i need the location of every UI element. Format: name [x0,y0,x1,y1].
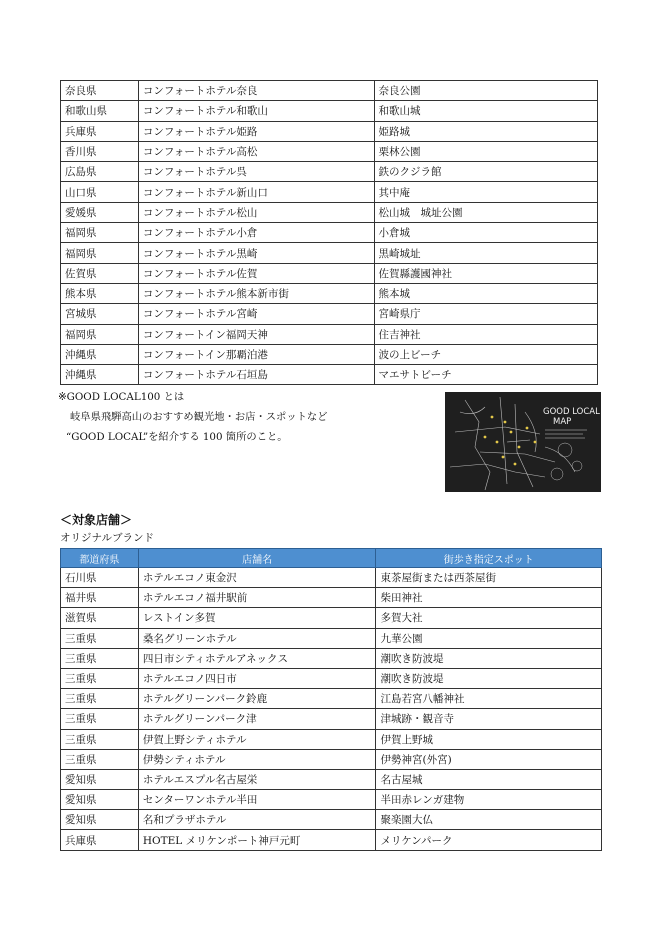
prefecture-cell: 熊本県 [61,283,139,303]
prefecture-cell: 愛知県 [61,790,139,810]
hotel-name-cell: センターワンホテル半田 [138,790,376,810]
prefecture-cell: 和歌山県 [61,101,139,121]
hotel-name-cell: HOTEL メリケンポート神戸元町 [138,830,376,850]
spot-cell: 宮崎県庁 [374,304,597,324]
table-row [61,365,598,385]
hotel-name-cell: 伊賀上野シティホテル [138,729,376,749]
prefecture-cell: 佐賀県 [61,263,139,283]
hotel-name-cell: コンフォートイン福岡天神 [138,324,374,344]
spot-cell: 栗林公園 [374,141,597,161]
table-row [61,121,598,141]
prefecture-cell: 三重県 [61,648,139,668]
hotel-name-cell: レストイン多賀 [138,608,376,628]
hotel-name-cell: ホテルエコノ福井駅前 [138,588,376,608]
spot-cell: 聚楽園大仏 [376,810,602,830]
hotel-spot-table-1 [60,80,598,385]
prefecture-cell: 三重県 [61,729,139,749]
spot-cell: 伊賀上野城 [376,729,602,749]
section-subheading: オリジナルブランド [60,532,154,544]
spot-cell: 其中庵 [374,182,597,202]
map-title-1: GOOD LOCAL [543,407,600,417]
hotel-name-cell: コンフォートイン那覇泊港 [138,344,374,364]
prefecture-cell: 宮城県 [61,304,139,324]
table-row [61,628,602,648]
header-spot: 街歩き指定スポット [376,549,602,568]
hotel-name-cell: ホテルグリーンパーク鈴鹿 [138,689,376,709]
table-row [61,648,602,668]
spot-cell: メリケンパーク [376,830,602,850]
hotel-name-cell: ホテルエコノ四日市 [138,668,376,688]
table-row [61,749,602,769]
header-prefecture: 都道府県 [61,549,139,568]
prefecture-cell: 三重県 [61,628,139,648]
spot-cell: 住吉神社 [374,324,597,344]
hotel-name-cell: コンフォートホテル石垣島 [138,365,374,385]
hotel-name-cell: ホテルエスプル名古屋栄 [138,769,376,789]
hotel-name-cell: コンフォートホテル高松 [138,141,374,161]
hotel-spot-table-2 [60,548,602,851]
hotel-name-cell: コンフォートホテル熊本新市街 [138,283,374,303]
hotel-name-cell: コンフォートホテル小倉 [138,223,374,243]
table-row [61,568,602,588]
spot-cell: 松山城 城址公園 [374,202,597,222]
prefecture-cell: 福岡県 [61,324,139,344]
prefecture-cell: 兵庫県 [61,830,139,850]
table-row [61,243,598,263]
hotel-name-cell: コンフォートホテル黒崎 [138,243,374,263]
spot-cell: 九華公園 [376,628,602,648]
spot-cell: 伊勢神宮(外宮) [376,749,602,769]
table-row [61,729,602,749]
prefecture-cell: 沖縄県 [61,365,139,385]
table-row [61,81,598,101]
hotel-name-cell: ホテルグリーンパーク津 [138,709,376,729]
table-row [61,223,598,243]
prefecture-cell: 三重県 [61,709,139,729]
prefecture-cell: 広島県 [61,162,139,182]
spot-cell: マエサトビーチ [374,365,597,385]
hotel-name-cell: コンフォートホテル松山 [138,202,374,222]
table-row [61,202,598,222]
note-title: ※GOOD LOCAL100 とは [58,391,185,403]
table-row [61,588,602,608]
map-illustration [445,392,601,492]
prefecture-cell: 奈良県 [61,81,139,101]
prefecture-cell: 愛媛県 [61,202,139,222]
prefecture-cell: 福井県 [61,588,139,608]
hotel-name-cell: コンフォートホテル佐賀 [138,263,374,283]
table-row [61,141,598,161]
prefecture-cell: 沖縄県 [61,344,139,364]
prefecture-cell: 愛知県 [61,810,139,830]
table-row [61,283,598,303]
spot-cell: 鉄のクジラ館 [374,162,597,182]
table-row [61,830,602,850]
prefecture-cell: 三重県 [61,689,139,709]
prefecture-cell: 香川県 [61,141,139,161]
table-row [61,263,598,283]
hotel-name-cell: 桑名グリーンホテル [138,628,376,648]
prefecture-cell: 兵庫県 [61,121,139,141]
note-line-3: “GOOD LOCAL”を紹介する 100 箇所のこと。 [66,431,288,443]
spot-cell: 柴田神社 [376,588,602,608]
table-row [61,689,602,709]
hotel-name-cell: コンフォートホテル宮崎 [138,304,374,324]
spot-cell: 潮吹き防波堤 [376,648,602,668]
table-row [61,344,598,364]
prefecture-cell: 山口県 [61,182,139,202]
spot-cell: 潮吹き防波堤 [376,668,602,688]
hotel-name-cell: 四日市シティホテルアネックス [138,648,376,668]
table-row [61,608,602,628]
spot-cell: 江島若宮八幡神社 [376,689,602,709]
table-row [61,182,598,202]
table-row [61,101,598,121]
hotel-name-cell: 名和プラザホテル [138,810,376,830]
hotel-name-cell: コンフォートホテル新山口 [138,182,374,202]
hotel-name-cell: コンフォートホテル奈良 [138,81,374,101]
spot-cell: 半田赤レンガ建物 [376,790,602,810]
table-row [61,324,598,344]
hotel-name-cell: コンフォートホテル姫路 [138,121,374,141]
spot-cell: 東茶屋街または西茶屋街 [376,568,602,588]
prefecture-cell: 愛知県 [61,769,139,789]
spot-cell: 多賀大社 [376,608,602,628]
spot-cell: 和歌山城 [374,101,597,121]
section-heading: ＜対象店舗＞ [60,513,133,527]
spot-cell: 波の上ビーチ [374,344,597,364]
header-store-name: 店舗名 [138,549,376,568]
table-row [61,162,598,182]
hotel-name-cell: ホテルエコノ東金沢 [138,568,376,588]
prefecture-cell: 滋賀県 [61,608,139,628]
table-row [61,810,602,830]
good-local-map-image [445,392,601,492]
hotel-name-cell: コンフォートホテル和歌山 [138,101,374,121]
prefecture-cell: 三重県 [61,668,139,688]
table-row [61,709,602,729]
table-row [61,304,598,324]
hotel-name-cell: コンフォートホテル呉 [138,162,374,182]
prefecture-cell: 福岡県 [61,223,139,243]
table-row [61,790,602,810]
map-title-2: MAP [553,417,572,427]
table-header-row [61,549,602,568]
spot-cell: 姫路城 [374,121,597,141]
spot-cell: 熊本城 [374,283,597,303]
prefecture-cell: 三重県 [61,749,139,769]
prefecture-cell: 福岡県 [61,243,139,263]
spot-cell: 佐賀縣護國神社 [374,263,597,283]
table-row [61,668,602,688]
hotel-name-cell: 伊勢シティホテル [138,749,376,769]
spot-cell: 名古屋城 [376,769,602,789]
note-line-2: 岐阜県飛騨高山のおすすめ観光地・お店・スポットなど [70,411,328,423]
spot-cell: 津城跡・観音寺 [376,709,602,729]
spot-cell: 黒崎城址 [374,243,597,263]
spot-cell: 小倉城 [374,223,597,243]
table-row [61,769,602,789]
spot-cell: 奈良公園 [374,81,597,101]
prefecture-cell: 石川県 [61,568,139,588]
